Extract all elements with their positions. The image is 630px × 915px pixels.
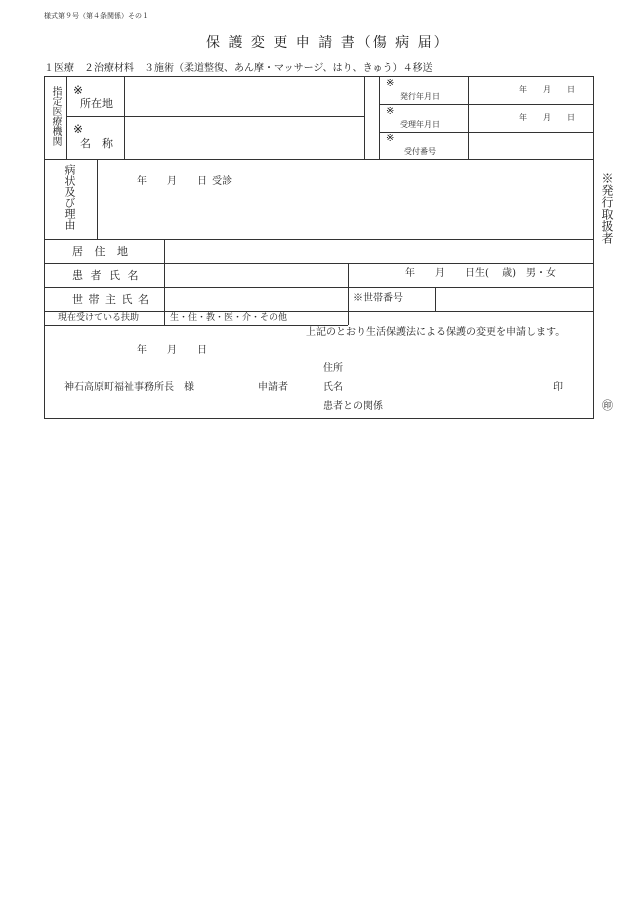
required-mark: ※: [386, 133, 395, 144]
divider: [379, 104, 594, 105]
household-number-label: ※世帯番号: [353, 293, 403, 304]
visit-date: 年 月 日 受診: [137, 176, 233, 187]
application-date: 年 月 日: [137, 345, 207, 356]
divider: [435, 287, 436, 311]
divider: [124, 76, 125, 159]
form-number: 様式第９号（第４条関係）その１: [44, 12, 149, 20]
divider: [44, 239, 594, 240]
address-label: 所在地: [80, 97, 113, 110]
divider: [364, 76, 365, 159]
household-head-label: 世 帯 主 氏 名: [72, 293, 150, 306]
issue-date-value: 年 月 日: [519, 85, 575, 94]
divider: [379, 132, 594, 133]
divider: [66, 116, 364, 117]
required-mark: ※: [386, 78, 395, 89]
divider: [468, 76, 469, 159]
divider: [44, 159, 594, 160]
patient-name-label: 患 者 氏 名: [72, 269, 141, 282]
application-statement: 上記のとおり生活保護法による保護の変更を申請します。: [306, 327, 566, 338]
seal-mark: ㊞: [602, 399, 613, 412]
issuer-note: ※発行取扱者: [600, 172, 614, 244]
birth-info: 年 月 日生( 歳) 男・女: [405, 268, 556, 279]
seal-label: 印: [553, 382, 563, 393]
residence-label: 居 住 地: [72, 245, 132, 258]
symptoms-label: 病状及び理由: [63, 164, 76, 230]
divider: [379, 76, 380, 159]
applicant-address-label: 住所: [323, 363, 343, 374]
divider: [348, 263, 349, 325]
required-mark: ※: [73, 122, 84, 136]
divider: [66, 76, 67, 159]
divider: [44, 311, 594, 312]
relation-label: 患者との関係: [323, 401, 383, 412]
category-list: １医療 ２治療材料 ３施術（柔道整復、あん摩・マッサージ、はり、きゅう）４移送: [44, 63, 433, 74]
divider: [44, 325, 348, 326]
name-label: 名 称: [80, 137, 113, 150]
receipt-date-label: 受理年月日: [400, 120, 440, 129]
required-mark: ※: [386, 106, 395, 117]
required-mark: ※: [73, 83, 84, 97]
applicant-label: 申請者: [258, 382, 288, 393]
divider: [97, 159, 98, 239]
addressee: 神石高原町福祉事務所長 様: [64, 382, 194, 393]
receipt-number-label: 受付番号: [404, 147, 436, 156]
receipt-date-value: 年 月 日: [519, 113, 575, 122]
institution-group-label: 指定医療機関: [50, 86, 61, 146]
issue-date-label: 発行年月日: [400, 92, 440, 101]
page-title: 保 護 変 更 申 請 書（傷 病 届）: [206, 35, 450, 51]
divider: [44, 263, 594, 264]
aid-label: 現在受けている扶助: [58, 313, 140, 323]
applicant-name-label: 氏名: [323, 382, 343, 393]
aid-options: 生・住・教・医・介・その他: [170, 313, 288, 323]
divider: [164, 239, 165, 325]
divider: [44, 287, 594, 288]
